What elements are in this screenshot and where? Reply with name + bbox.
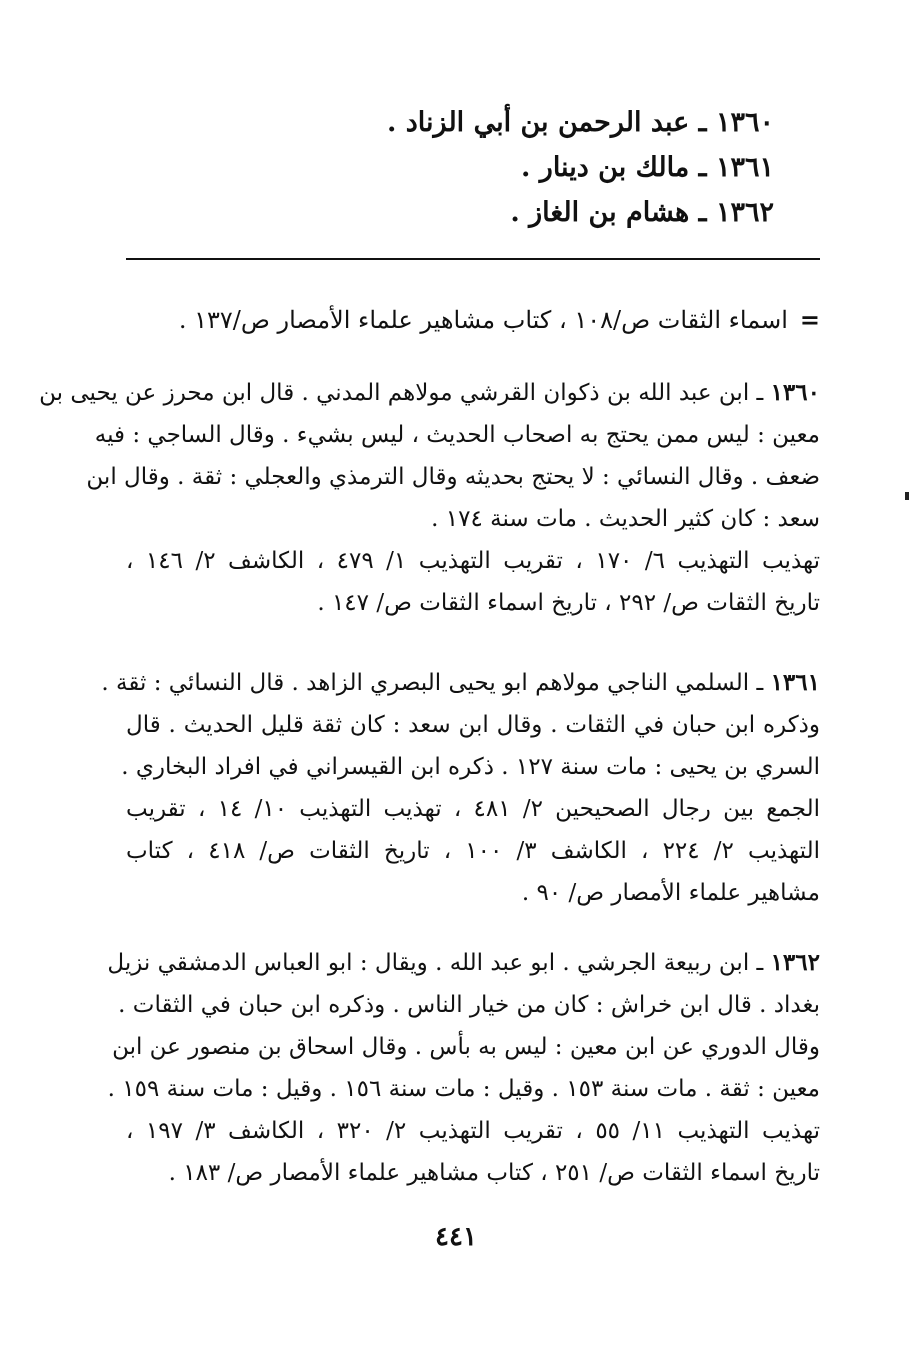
- footnote-mark: =: [799, 305, 820, 334]
- entry-line: وذكره ابن حبان في الثقات . وقال ابن سعد : كان ثقة قليل الحديث . قال: [126, 712, 820, 738]
- scan-speck: [905, 492, 909, 500]
- entry-line: معين : ثقة . مات سنة ١٥٣ . وقيل : مات سنة ١٥٦ . وقيل : مات سنة ١٥٩ .: [107, 1076, 820, 1102]
- entry-line: التهذيب ٢/ ٢٢٤ ، الكاشف ٣/ ١٠٠ ، تاريخ الثقات ص/ ٤١٨ ، كتاب: [126, 838, 820, 864]
- entry-line: تاريخ اسماء الثقات ص/ ٢٥١ ، كتاب مشاهير علماء الأمصار ص/ ١٨٣ .: [168, 1160, 820, 1186]
- entry-number: ١٣٦١: [770, 669, 820, 696]
- entry-line: سعد : كان كثير الحديث . مات سنة ١٧٤ .: [431, 506, 820, 532]
- entry-line: مشاهير علماء الأمصار ص/ ٩٠ .: [521, 880, 820, 906]
- page-number: ٤٤١: [435, 1222, 477, 1252]
- entry-line: معين : ليس ممن يحتج به اصحاب الحديث ، ليس بشيء . وقال الساجي : فيه: [94, 422, 820, 448]
- entry-number: ١٣٦٢: [770, 949, 820, 976]
- entry-line: ـ ابن عبد الله بن ذكوان القرشي مولاهم المدني . قال ابن محرز عن يحيى بن: [39, 380, 764, 406]
- entry-line: ـ ابن ربيعة الجرشي . ابو عبد الله . ويقال : ابو العباس الدمشقي نزيل: [107, 950, 764, 976]
- entry-line: ـ السلمي الناجي مولاهم ابو يحيى البصري الزاهد . قال النسائي : ثقة .: [101, 670, 764, 696]
- heading-item: ١٣٦٠ ـ عبد الرحمن بن أبي الزناد .: [386, 107, 774, 138]
- entry-line: الجمع بين رجال الصحيحين ٢/ ٤٨١ ، تهذيب التهذيب ١٠/ ١٤ ، تقريب: [126, 796, 821, 822]
- entry-line: تاريخ الثقات ص/ ٢٩٢ ، تاريخ اسماء الثقات ص/ ١٤٧ .: [317, 590, 820, 616]
- entry-number: ١٣٦٠: [770, 379, 820, 406]
- heading-item: ١٣٦١ ـ مالك بن دينار .: [520, 152, 774, 183]
- heading-item: ١٣٦٢ ـ هشام بن الغاز .: [510, 197, 774, 228]
- entry-line: ضعف . وقال النسائي : لا يحتج بحديثه وقال الترمذي والعجلي : ثقة . وقال ابن: [86, 464, 820, 490]
- footnote-divider: [126, 258, 820, 260]
- entry-line: تهذيب التهذيب ٦/ ١٧٠ ، تقريب التهذيب ١/ ٤٧٩ ، الكاشف ٢/ ١٤٦ ،: [126, 548, 821, 574]
- entry-line: السري بن يحيى : مات سنة ١٢٧ . ذكره ابن القيسراني في افراد البخاري .: [121, 754, 820, 780]
- footnote-entry: [39, 372, 821, 624]
- entry-line: وقال الدوري عن ابن معين : ليس به بأس . وقال اسحاق بن منصور عن ابن: [112, 1034, 820, 1060]
- entry-line: بغداد . قال ابن خراش : كان من خيار الناس . وذكره ابن حبان في الثقات .: [118, 992, 820, 1018]
- footnote-text: اسماء الثقات ص/١٠٨ ، كتاب مشاهير علماء الأمصار ص/١٣٧ .: [178, 306, 788, 334]
- footnote-entry: [101, 662, 821, 914]
- entry-heading-list: [254, 100, 774, 235]
- footnote: [120, 296, 820, 344]
- footnote-entry: [107, 942, 821, 1194]
- entry-line: تهذيب التهذيب ١١/ ٥٥ ، تقريب التهذيب ٢/ ٣٢٠ ، الكاشف ٣/ ١٩٧ ،: [126, 1118, 821, 1144]
